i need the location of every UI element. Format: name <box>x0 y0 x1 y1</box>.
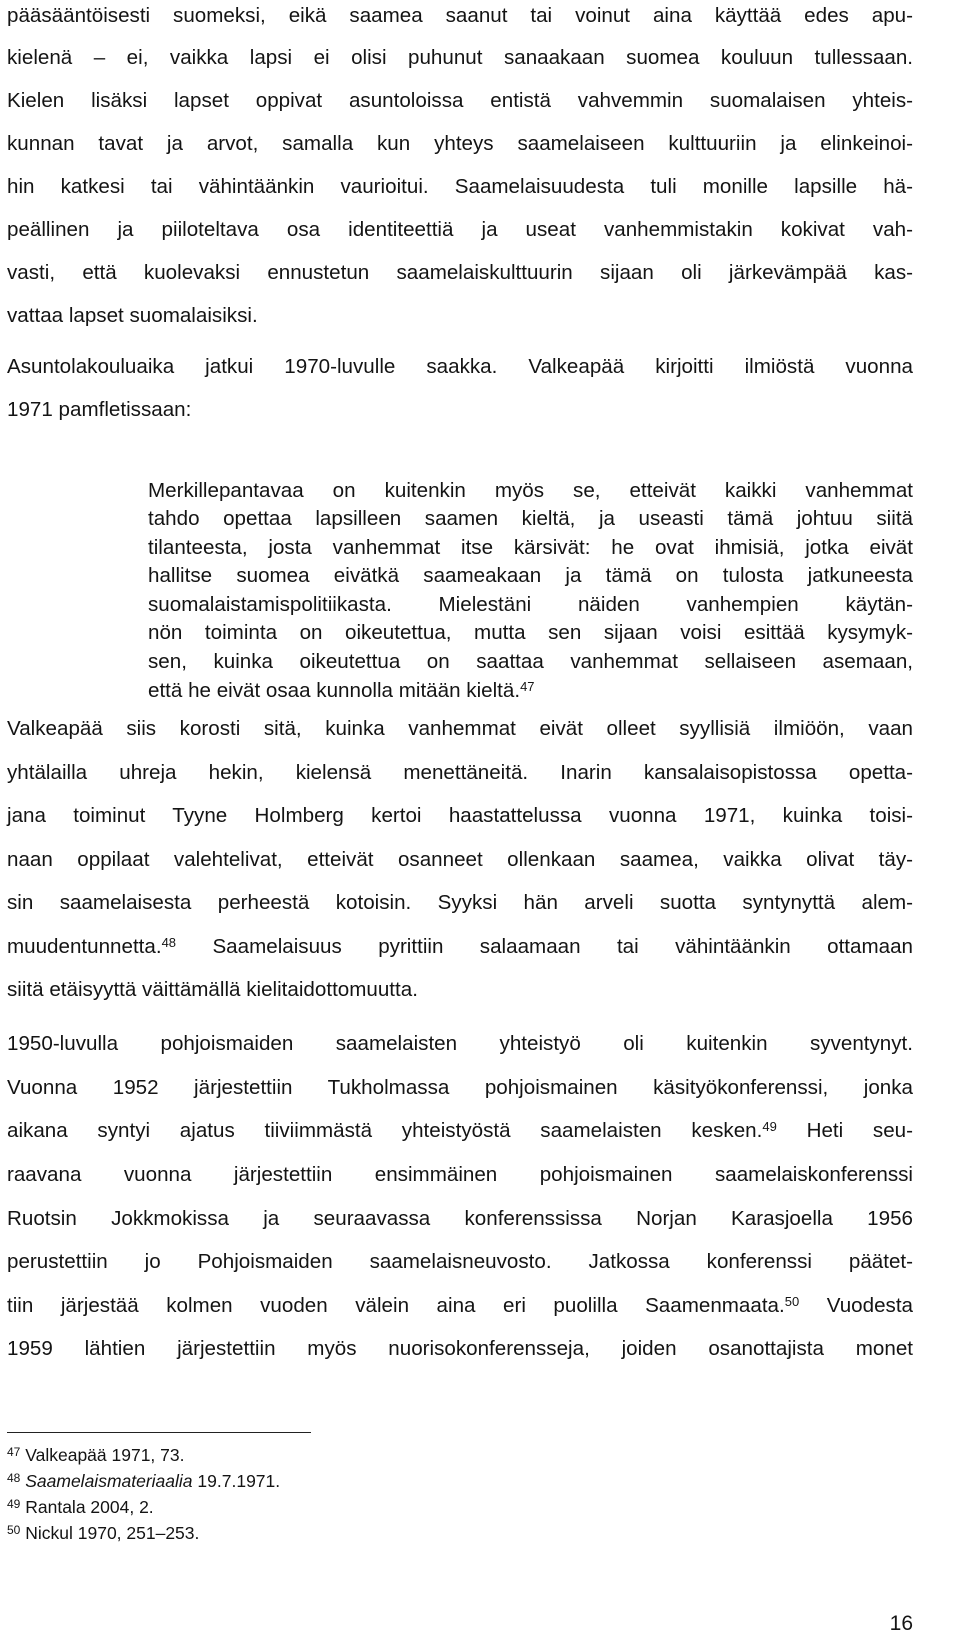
text-line: sin saamelaisesta perheestä kotoisin. Syyksi hän arveli suotta syntynyttä alem- <box>7 891 913 914</box>
text-line: Valkeapää siis korosti sitä, kuinka vanhemmat eivät olleet syyllisiä ilmiöön, vaan <box>7 717 913 740</box>
footnote-ref[interactable]: 50 <box>784 1294 800 1309</box>
footnote <box>7 1496 154 1518</box>
text-span: Heti seu- <box>776 1119 913 1142</box>
footnote-text: Nickul 1970, 251–253. <box>25 1523 200 1543</box>
footnote-text: 19.7.1971. <box>192 1471 281 1491</box>
text-line: Ruotsin Jokkmokissa ja seuraavassa konferenssissa Norjan Karasjoella 1956 <box>7 1207 913 1230</box>
text-span: tiin järjestää kolmen vuoden välein aina eri puolilla Saamenmaata. <box>7 1294 785 1317</box>
text-line: jana toiminut Tyyne Holmberg kertoi haastattelussa vuonna 1971, kuinka toisi- <box>7 804 913 827</box>
text-line <box>7 1118 913 1144</box>
footnote-number: 50 <box>7 1523 21 1537</box>
text-line: yhtälailla uhreja hekin, kielensä menettäneitä. Inarin kansalaisopistossa opetta- <box>7 761 913 784</box>
text-line: vasti, että kuolevaksi ennustetun saamelaiskulttuurin sijaan oli järkevämpää kas- <box>7 261 913 284</box>
text-line: kielenä – ei, vaikka lapsi ei olisi puhunut sanaakaan suomea kouluun tullessaan. <box>7 46 913 69</box>
text-line: Vuonna 1952 järjestettiin Tukholmassa pohjoismainen käsityökonferenssi, jonka <box>7 1076 913 1099</box>
footnote <box>7 1470 280 1492</box>
text-line: naan oppilaat valehtelivat, etteivät osanneet ollenkaan saamea, vaikka olivat täy- <box>7 848 913 871</box>
quote-line: sen, kuinka oikeutettua on saattaa vanhemmat sellaiseen asemaan, <box>148 650 913 673</box>
text-line: siitä etäisyyttä väittämällä kielitaidottomuutta. <box>7 978 418 1001</box>
quote-line: nön toiminta on oikeutettua, mutta sen sijaan voisi esittää kysymyk- <box>148 621 913 644</box>
text-line: hin katkesi tai vähintäänkin vaurioitui. Saamelaisuudesta tuli monille lapsille hä- <box>7 175 913 198</box>
footnote-text: Valkeapää 1971, 73. <box>25 1445 185 1465</box>
footnote <box>7 1522 199 1544</box>
quote-line <box>148 678 913 704</box>
footnote-ref[interactable]: 49 <box>762 1119 777 1134</box>
quote-line: Merkillepantavaa on kuitenkin myös se, etteivät kaikki vanhemmat <box>148 479 913 502</box>
text-line: 1971 pamfletissaan: <box>7 398 192 421</box>
text-line <box>7 934 913 960</box>
footnote-number: 49 <box>7 1497 21 1511</box>
text-line: Asuntolakouluaika jatkui 1970-luvulle saakka. Valkeapää kirjoitti ilmiöstä vuonna <box>7 355 913 378</box>
text-line: 1950-luvulla pohjoismaiden saamelaisten yhteistyö oli kuitenkin syventynyt. <box>7 1032 913 1055</box>
text-line: peällinen ja piiloteltava osa identiteettiä ja useat vanhemmistakin kokivat vah- <box>7 218 913 241</box>
quote-line: hallitse suomea eivätkä saameakaan ja tämä on tulosta jatkuneesta <box>148 564 913 587</box>
footnote-ref[interactable]: 47 <box>520 679 535 694</box>
text-span: aikana syntyi ajatus tiiviimmästä yhteistyöstä saamelaisten kesken. <box>7 1119 763 1142</box>
footnote <box>7 1444 185 1466</box>
footnote-number: 48 <box>7 1471 21 1485</box>
text-line: perustettiin jo Pohjoismaiden saamelaisneuvosto. Jatkossa konferenssi päätet- <box>7 1250 913 1273</box>
text-span: Saamelaisuus pyrittiin salaamaan tai vähintäänkin ottamaan <box>176 935 913 958</box>
footnote-source-title: Saamelaismateriaalia <box>25 1471 193 1491</box>
quote-line: tilanteesta, josta vanhemmat itse kärsivät: he ovat ihmisiä, jotka eivät <box>148 536 913 559</box>
quote-text: että he eivät osaa kunnolla mitään kieltä. <box>148 679 521 702</box>
footnote-separator <box>7 1432 311 1433</box>
text-span: Vuodesta <box>799 1294 914 1317</box>
text-line: raavana vuonna järjestettiin ensimmäinen pohjoismainen saamelaiskonferenssi <box>7 1163 913 1186</box>
text-line: pääsääntöisesti suomeksi, eikä saamea saanut tai voinut aina käyttää edes apu- <box>7 4 913 27</box>
text-line: 1959 lähtien järjestettiin myös nuorisokonferensseja, joiden osanottajista monet <box>7 1337 913 1360</box>
text-line: Kielen lisäksi lapset oppivat asuntoloissa entistä vahvemmin suomalaisen yhteis- <box>7 89 913 112</box>
text-line <box>7 1293 913 1319</box>
text-line: vattaa lapset suomalaisiksi. <box>7 304 258 327</box>
quote-line: tahdo opettaa lapsilleen saamen kieltä, ja useasti tämä johtuu siitä <box>148 507 913 530</box>
footnote-text: Rantala 2004, 2. <box>25 1497 154 1517</box>
quote-line: suomalaistamispolitiikasta. Mielestäni näiden vanhempien käytän- <box>148 593 913 616</box>
text-span: muudentunnetta. <box>7 935 162 958</box>
text-line: kunnan tavat ja arvot, samalla kun yhteys saamelaiseen kulttuuriin ja elinkeinoi- <box>7 132 913 155</box>
footnote-number: 47 <box>7 1445 21 1459</box>
footnote-ref[interactable]: 48 <box>161 935 177 950</box>
page-number: 16 <box>889 1612 913 1635</box>
